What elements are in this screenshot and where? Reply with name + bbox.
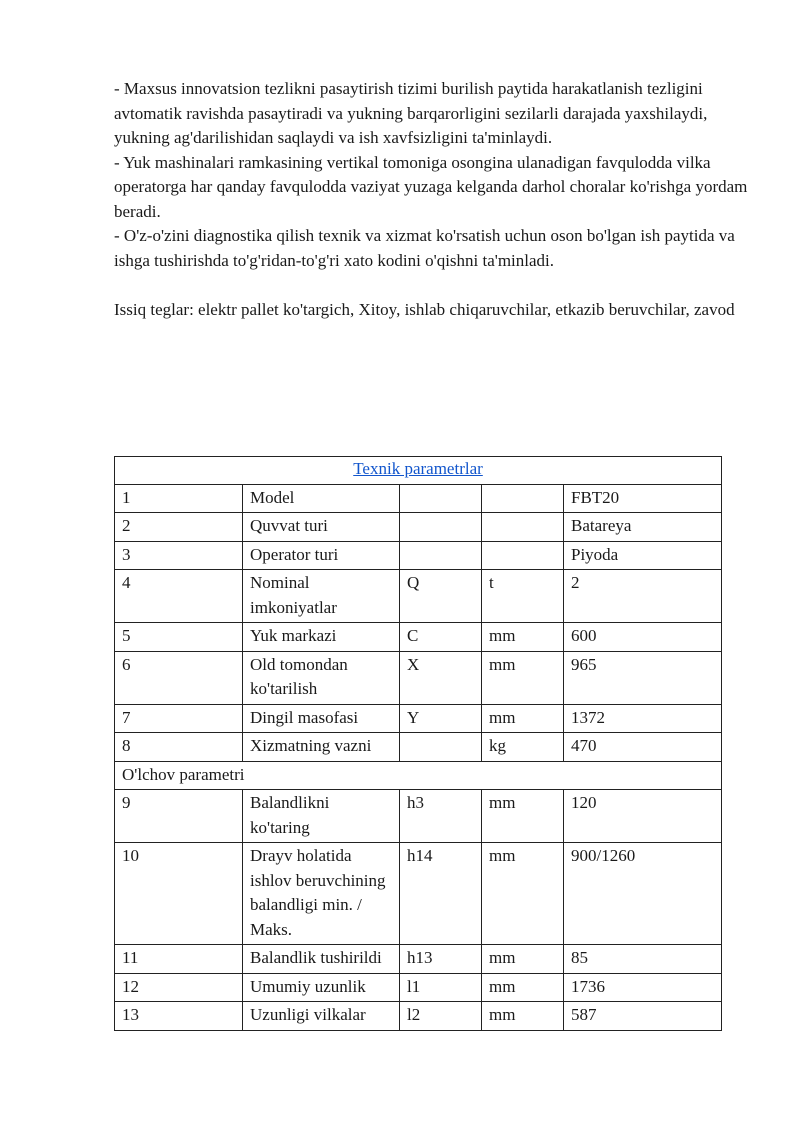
row-number: 2	[115, 513, 243, 542]
parameter-symbol	[400, 513, 482, 542]
parameter-value: 2	[564, 570, 722, 623]
parameter-name: Drayv holatida ishlov beruvchining balandligi min. / Maks.	[243, 843, 400, 945]
table-caption-row	[115, 457, 722, 485]
parameter-symbol: l1	[400, 973, 482, 1002]
table-row	[115, 484, 722, 513]
document-body	[114, 77, 754, 322]
parameter-value: 900/1260	[564, 843, 722, 945]
parameter-name: Umumiy uzunlik	[243, 973, 400, 1002]
parameter-value: 470	[564, 733, 722, 762]
parameter-name: Old tomondan ko'tarilish	[243, 651, 400, 704]
parameter-unit: kg	[482, 733, 564, 762]
table-row	[115, 843, 722, 945]
parameter-value: 587	[564, 1002, 722, 1031]
table-row	[115, 541, 722, 570]
table-row	[115, 1002, 722, 1031]
parameter-unit: mm	[482, 843, 564, 945]
table-row	[115, 513, 722, 542]
parameter-symbol	[400, 541, 482, 570]
row-number: 1	[115, 484, 243, 513]
parameter-unit: mm	[482, 790, 564, 843]
parameter-symbol: l2	[400, 1002, 482, 1031]
parameter-value: Piyoda	[564, 541, 722, 570]
parameter-value: 600	[564, 623, 722, 652]
row-number: 6	[115, 651, 243, 704]
parameter-symbol: C	[400, 623, 482, 652]
parameter-unit: mm	[482, 651, 564, 704]
parameter-value: 1372	[564, 704, 722, 733]
hot-tags-paragraph: Issiq teglar: elektr pallet ko'targich, Xitoy, ishlab chiqaruvchilar, etkazib beruvchilar, zavod	[114, 299, 735, 319]
table-row	[115, 704, 722, 733]
parameter-unit	[482, 541, 564, 570]
parameter-name: Operator turi	[243, 541, 400, 570]
row-number: 9	[115, 790, 243, 843]
parameter-name: Uzunligi vilkalar	[243, 1002, 400, 1031]
parameter-name: Balandlikni ko'taring	[243, 790, 400, 843]
table-row	[115, 790, 722, 843]
parameter-unit: mm	[482, 623, 564, 652]
row-number: 11	[115, 945, 243, 974]
parameter-unit: t	[482, 570, 564, 623]
parameter-value: 1736	[564, 973, 722, 1002]
row-number: 13	[115, 1002, 243, 1031]
table-row	[115, 651, 722, 704]
parameter-symbol	[400, 484, 482, 513]
row-number: 3	[115, 541, 243, 570]
parameter-value: 120	[564, 790, 722, 843]
table-row	[115, 945, 722, 974]
row-number: 4	[115, 570, 243, 623]
parameter-unit: mm	[482, 1002, 564, 1031]
parameter-unit	[482, 484, 564, 513]
parameter-value: 85	[564, 945, 722, 974]
technical-parameters-table	[114, 456, 722, 1031]
parameter-name: Model	[243, 484, 400, 513]
parameter-symbol: X	[400, 651, 482, 704]
parameter-name: Xizmatning vazni	[243, 733, 400, 762]
feature-paragraph-emergency: - Yuk mashinalari ramkasining vertikal tomoniga osongina ulanadigan favqulodda vilka operatorga har qanday favqulodda vaziyat yuzaga kelganda darhol choralar ko'rishga yordam beradi.	[114, 152, 748, 221]
row-number: 8	[115, 733, 243, 762]
parameter-unit: mm	[482, 973, 564, 1002]
parameter-value: FBT20	[564, 484, 722, 513]
parameter-name: Nominal imkoniyatlar	[243, 570, 400, 623]
parameter-name: Balandlik tushirildi	[243, 945, 400, 974]
row-number: 10	[115, 843, 243, 945]
section-label: O'lchov parametri	[115, 761, 722, 790]
parameter-unit: mm	[482, 945, 564, 974]
table-row	[115, 570, 722, 623]
feature-paragraph-speed: - Maxsus innovatsion tezlikni pasaytirish tizimi burilish paytida harakatlanish tezligini avtomatik ravishda pasaytiradi va yukning barqarorligini sezilarli darajada yaxshilaydi, yukning ag'darilishidan saqlaydi va ish xavfsizligini ta'minlaydi.	[114, 79, 708, 147]
feature-paragraph-diagnostics: - O'z-o'zini diagnostika qilish texnik va xizmat ko'rsatish uchun oson bo'lgan ish paytida va ishga tushirishda to'g'ridan-to'g'ri xato kodini o'qishni ta'minladi.	[114, 226, 735, 270]
table-row	[115, 973, 722, 1002]
parameter-unit	[482, 513, 564, 542]
row-number: 7	[115, 704, 243, 733]
parameter-value: Batareya	[564, 513, 722, 542]
table-row	[115, 733, 722, 762]
parameter-symbol: h14	[400, 843, 482, 945]
parameter-symbol: Y	[400, 704, 482, 733]
table-row	[115, 623, 722, 652]
parameter-name: Yuk markazi	[243, 623, 400, 652]
parameter-name: Quvvat turi	[243, 513, 400, 542]
parameter-unit: mm	[482, 704, 564, 733]
parameter-symbol	[400, 733, 482, 762]
parameter-symbol: h3	[400, 790, 482, 843]
row-number: 12	[115, 973, 243, 1002]
parameter-name: Dingil masofasi	[243, 704, 400, 733]
parameter-value: 965	[564, 651, 722, 704]
table-caption-link[interactable]: Texnik parametrlar	[353, 459, 483, 478]
row-number: 5	[115, 623, 243, 652]
parameter-symbol: Q	[400, 570, 482, 623]
parameter-symbol: h13	[400, 945, 482, 974]
table-section-row	[115, 761, 722, 790]
